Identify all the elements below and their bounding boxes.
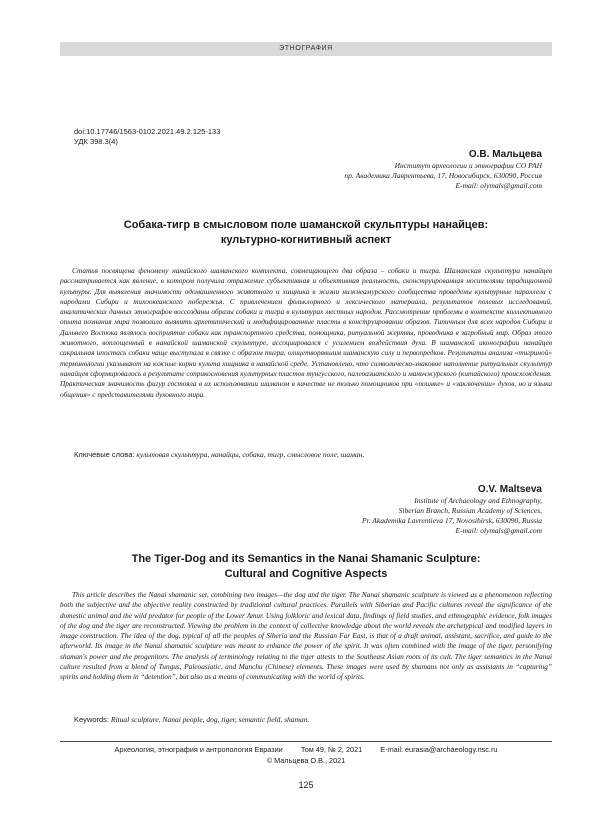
copyright: © Мальцева О.В., 2021 (266, 756, 346, 765)
title-ru (60, 218, 552, 248)
title-en-line2: Cultural and Cognitive Aspects (224, 568, 388, 580)
journal-name: Археология, этнография и антропология Евразии (114, 745, 283, 754)
abstract-ru: Статья посвящена феномену нанайского шаманского комплекта, совмещающего два образа – собаки и тигра. Шаманская скульптура нанайцев рассматривается как явление, в котором получила отражение субъективная и объективная реальность, сконструированная носителями традиционной культуры. Для выявления значимости одомашненного животного и хищника в жизни нижнеамурского сообщества проведены культурные параллели с народами Сибири и тихоокеанского побережья. С привлечением фольклорного и лексического материала, результатов полевых исследований, аналитических данных этнографов воссозданы образы собаки и тигра в культурах местных народов. Рассмотрение проблемы в контексте коллективного опыта познания мира позволило выявить архетипический и модифицированные пласты в конструировании образов. Типичным для всех народов Сибири и Дальнего Востока являлось восприятие собаки как транспортного средства, помощника, ритуальной жертвы, проводника в загробный мир. Образ этого животного, воплощенный в нанайской шаманской скульптуре, ассоциировался с усилением воздействия духа. В шаманской иконографии нанайцев сакральная ипостась собаки чаще выступала в связке с образом тигра, олицетворявшим шаманскую силу и первопредков. Результаты анализа «тигриной» терминологии указывают на южные корни культа хищника в нанайской среде. Установлено, что символическо-знаковое наполнение ритуальных скульптур нанайцев сформировалось в результате соприкосновения культурных пластов тунгусского, палеоазиатского и маньчжурского (китайского) происхождения. Практическая значимость фигур состояла в их использовании шаманом в качестве не только помощников при «поимке» и «заключении» духов, но и языка общения» с представителями духовного мира. (60, 266, 552, 399)
keywords-en (74, 715, 552, 725)
keywords-ru-label: Ключевые слова: (74, 450, 135, 459)
author-name-en: O.V. Maltseva (477, 484, 542, 495)
doi: doi:10.17746/1563-0102.2021.49.2.125-133 (74, 127, 221, 136)
title-en (60, 552, 552, 582)
section-header-band (60, 42, 552, 56)
footer-copyright-line (60, 756, 552, 766)
affiliation-en-line3: Pr. Akademika Lavrentieva 17, Novosibirsk, 630090, Russia (362, 516, 542, 525)
footer-divider (60, 741, 552, 742)
affiliation-ru-line2: пр. Академика Лаврентьева, 17, Новосибирск, 630090, Россия (344, 171, 542, 180)
section-title: ЭТНОГРАФИЯ (279, 45, 333, 52)
keywords-en-label: Keywords: (74, 715, 110, 724)
footer-journal-line (60, 745, 552, 755)
author-name-ru: О.В. Мальцева (468, 149, 542, 160)
title-ru-line2: культурно-когнитивный аспект (220, 234, 392, 246)
author-block-ru (212, 148, 542, 191)
keywords-ru (74, 450, 552, 460)
affiliation-en-line1: Institute of Archaeology and Ethnography, (414, 496, 542, 505)
abstract-en: This article describes the Nanai shamanic set, combining two images—the dog and the tiger. The Nanai shamanic sculpture is viewed as a phenomenon reflecting both the subjective and the objective reality constructed by traditional cultural practices. Parallels with Siberian and Pacific cultures reveal the significance of the domestic animal and the wild predator for people of the Lower Amur. Using folkloric and lexical data, findings of field studies, and ethnographic evidence, folk images of the dog and the tiger are reconstructed. Viewing the problem in the context of collective knowledge about the world reveals the archetypical and modified layers in image construction. The idea of the dog, typical of all the peoples of Siberia and the Russian Far East, is that of a draft animal, assistant, sacrifice, and guide to the afterworld. Its image in the Nanai shamanic sculpture was meant to enhance the power of the spirit. It was often combined with the image of the tiger, personifying shaman's power and the progenitors. The analysis of terminology relating to the tiger attests to the Southeast Asian roots of its cult. The tiger semantics in the Nanai culture resulted from a blend of Tungus, Paleoasiatic, and Manchu (Chinese) elements. These images were used by shamans not only as assistants in “capturing” spirits and holding them in “detention”, but also as a means of communicating with the world of spirits. (60, 590, 552, 682)
udk: УДК 398.3(4) (74, 137, 118, 146)
page-number: 125 (298, 780, 314, 790)
title-en-line1: The Tiger-Dog and its Semantics in the Nanai Shamanic Sculpture: (131, 553, 481, 565)
journal-email: E-mail: eurasia@archaeology.nsc.ru (380, 745, 498, 754)
affiliation-ru-line1: Институт археологии и этнографии СО РАН (394, 161, 542, 170)
author-block-en (212, 483, 542, 536)
keywords-en-text: Ritual sculpture, Nanai people, dog, tiger, semantic field, shaman. (110, 715, 310, 724)
keywords-ru-text: культовая скульптура, нанайцы, собака, тигр, смысловое поле, шаман. (136, 450, 365, 459)
email-en: E-mail: olymals@gmail.com (455, 526, 542, 535)
journal-volume: Том 49, № 2, 2021 (300, 745, 363, 754)
email-ru: E-mail: olymals@gmail.com (455, 181, 542, 190)
title-ru-line1: Собака-тигр в смысловом поле шаманской скульптуры нанайцев: (123, 219, 489, 231)
affiliation-en-line2: Siberian Branch, Russian Academy of Sciences, (398, 506, 542, 515)
article-meta (74, 127, 220, 147)
